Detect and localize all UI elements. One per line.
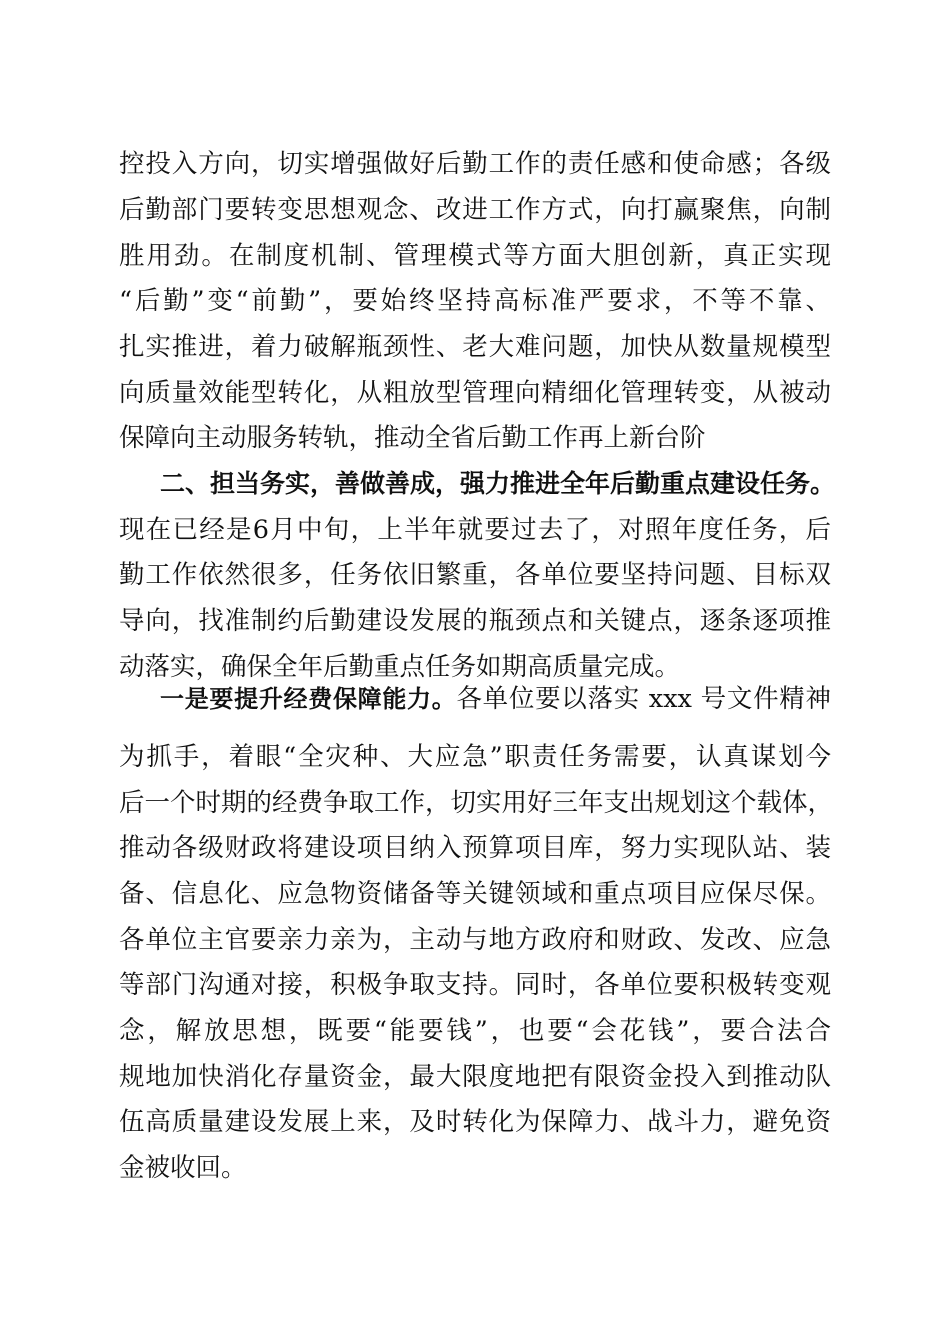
paragraph-line: 念，解放思想，既要“能要钱”，也要“会花钱”，要合法合 xyxy=(119,1016,831,1046)
paragraph-line: 勤工作依然很多，任务依旧繁重，各单位要坚持问题、目标双 xyxy=(119,560,831,590)
paragraph-line: 导向，找准制约后勤建设发展的瓶颈点和关键点，逐条逐项推 xyxy=(119,606,831,636)
section-heading: 二、担当务实，善做善成，强力推进全年后勤重点建设任务。 xyxy=(160,469,836,498)
paragraph-line: 等部门沟通对接，积极争取支持。同时，各单位要积极转变观 xyxy=(119,970,831,1000)
paragraph-line: 规地加快消化存量资金，最大限度地把有限资金投入到推动队 xyxy=(119,1062,831,1092)
paragraph-line: 扎实推进，着力破解瓶颈性、老大难问题，加快从数量规模型 xyxy=(119,332,831,362)
paragraph-line: 后勤部门要转变思想观念、改进工作方式，向打赢聚焦，向制 xyxy=(119,195,831,225)
paragraph-line: 推动各级财政将建设项目纳入预算项目库，努力实现队站、装 xyxy=(119,833,831,863)
paragraph-line: 现在已经是6月中旬，上半年就要过去了，对照年度任务，后 xyxy=(119,515,831,545)
paragraph-line: 为抓手，着眼“全灾种、大应急”职责任务需要，认真谋划今 xyxy=(119,742,831,772)
item-first-line-rest: 各单位要以落实 xxx 号文件精神 xyxy=(456,684,831,714)
paragraph-line: 各单位主官要亲力亲为，主动与地方政府和财政、发改、应急 xyxy=(119,925,831,955)
item-first-line xyxy=(160,680,831,718)
paragraph-line: 备、信息化、应急物资储备等关键领域和重点项目应保尽保。 xyxy=(119,879,831,909)
paragraph-line: “后勤”变“前勤”，要始终坚持高标准严要求，不等不靠、 xyxy=(119,286,831,316)
paragraph-line: 向质量效能型转化，从粗放型管理向精细化管理转变，从被动 xyxy=(119,378,831,408)
item-lead: 一是要提升经费保障能力。 xyxy=(160,685,457,713)
paragraph-line: 后一个时期的经费争取工作，切实用好三年支出规划这个载体， xyxy=(119,788,834,818)
paragraph-line: 胜用劲。在制度机制、管理模式等方面大胆创新，真正实现 xyxy=(119,241,831,271)
paragraph-line: 伍高质量建设发展上来，及时转化为保障力、战斗力，避免资 xyxy=(119,1107,831,1137)
paragraph-line: 动落实，确保全年后勤重点任务如期高质量完成。 xyxy=(119,652,681,682)
paragraph-line: 保障向主动服务转轨，推动全省后勤工作再上新台阶 xyxy=(119,423,706,453)
paragraph-line: 控投入方向，切实增强做好后勤工作的责任感和使命感；各级 xyxy=(119,149,831,179)
paragraph-line: 金被收回。 xyxy=(119,1153,247,1183)
